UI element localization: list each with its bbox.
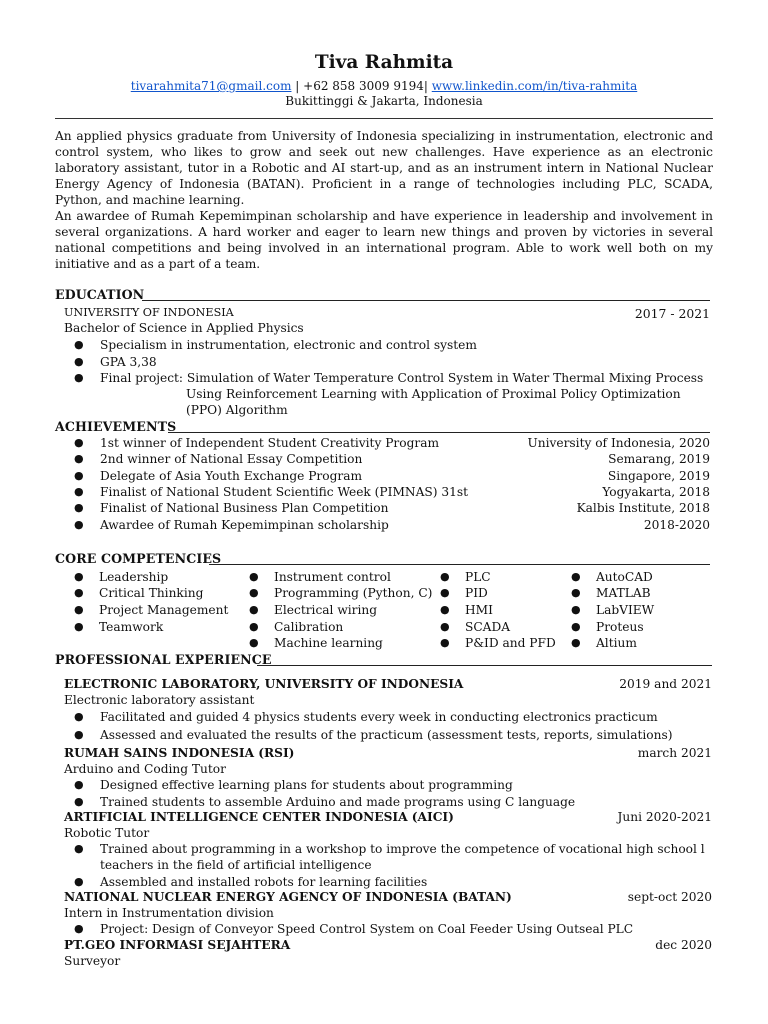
project-continuation: Using Reinforcement Learning with Application of Proximal Policy Optimization (PPO) Algorithm (186, 387, 681, 417)
section-rule (142, 286, 710, 301)
job-role: Surveyor (64, 954, 121, 968)
contact-line (0, 79, 768, 93)
section-rule (257, 651, 712, 666)
section-title: EDUCATION (55, 287, 145, 302)
job-role: Arduino and Coding Tutor (64, 762, 226, 776)
job-header: ARTIFICIAL INTELLIGENCE CENTER INDONESIA (AICI) Juni 2020-2021 (64, 810, 712, 824)
achievement-item: ● Delegate of Asia Youth Exchange Program Singapore, 2019 (74, 469, 710, 483)
degree-row (64, 321, 712, 337)
job-header: NATIONAL NUCLEAR ENERGY AGENCY OF INDONESIA (BATAN) sept-oct 2020 (64, 890, 712, 904)
job-role: Electronic laboratory assistant (64, 693, 255, 707)
job-header: ELECTRONIC LABORATORY, UNIVERSITY OF INDONESIA 2019 and 2021 (64, 677, 712, 691)
phone-text: | +62 858 3009 9194| (291, 79, 432, 93)
education-years: 2017 - 2021 (634, 306, 710, 321)
section-rule (168, 418, 710, 433)
job-role: Intern in Instrumentation division (64, 906, 274, 920)
achievement-item: ● Awardee of Rumah Kepemimpinan scholarship 2018-2020 (74, 518, 710, 532)
section-experience: PROFESSIONAL EXPERIENCE (55, 652, 272, 667)
email-link[interactable]: tivarahmita71@gmail.com (130, 79, 292, 93)
achievement-item: ● Finalist of National Student Scientific Week (PIMNAS) 31st Yogyakarta, 2018 (74, 485, 710, 499)
summary-paragraph-1: An applied physics graduate from University of Indonesia specializing in instrumentation, electronic and control system, who likes to grow and seek out new challenges. Have experience as an electronic laboratory assistant, tutor in a Robotic and AI start-up, and as an instrument intern in National Nuclear Energy Agency of Indonesia (BATAN). Proficient in a range of technologies including PLC, SCADA, Python, and machine learning. (55, 129, 713, 208)
section-competencies: CORE COMPETENCIES (55, 551, 222, 566)
bullet-continuation: teachers in the field of artificial intelligence (100, 858, 372, 872)
degree: Bachelor of Science in Applied Physics (64, 321, 304, 335)
achievement-item: ● 1st winner of Independent Student Creativity Program University of Indonesia, 2020 (74, 436, 710, 450)
header-divider (55, 118, 713, 119)
school-name: UNIVERSITY OF INDONESIA (64, 306, 234, 319)
achievement-item: ● Finalist of National Business Plan Competition Kalbis Institute, 2018 (74, 501, 710, 515)
summary-paragraph-2: An awardee of Rumah Kepemimpinan scholarship and have experience in leadership and involvement in several organizations. A hard worker and eager to learn new things and proven by victories in several national competitions and being involved in an international program. Able to work well both on my initiative and as a part of a team. (55, 209, 713, 272)
achievement-item: ● 2nd winner of National Essay Competition Semarang, 2019 (74, 452, 710, 466)
linkedin-link[interactable]: www.linkedin.com/in/tiva-rahmita (431, 79, 638, 93)
education-header (64, 306, 712, 322)
job-header: PT.GEO INFORMASI SEJAHTERA dec 2020 (64, 938, 712, 952)
section-rule (209, 550, 710, 565)
job-header: RUMAH SAINS INDONESIA (RSI) march 2021 (64, 746, 712, 760)
section-achievements: ACHIEVEMENTS (55, 419, 177, 434)
candidate-name: Tiva Rahmita (314, 52, 454, 73)
job-role: Robotic Tutor (64, 826, 150, 840)
location: Bukittinggi & Jakarta, Indonesia (285, 94, 483, 108)
